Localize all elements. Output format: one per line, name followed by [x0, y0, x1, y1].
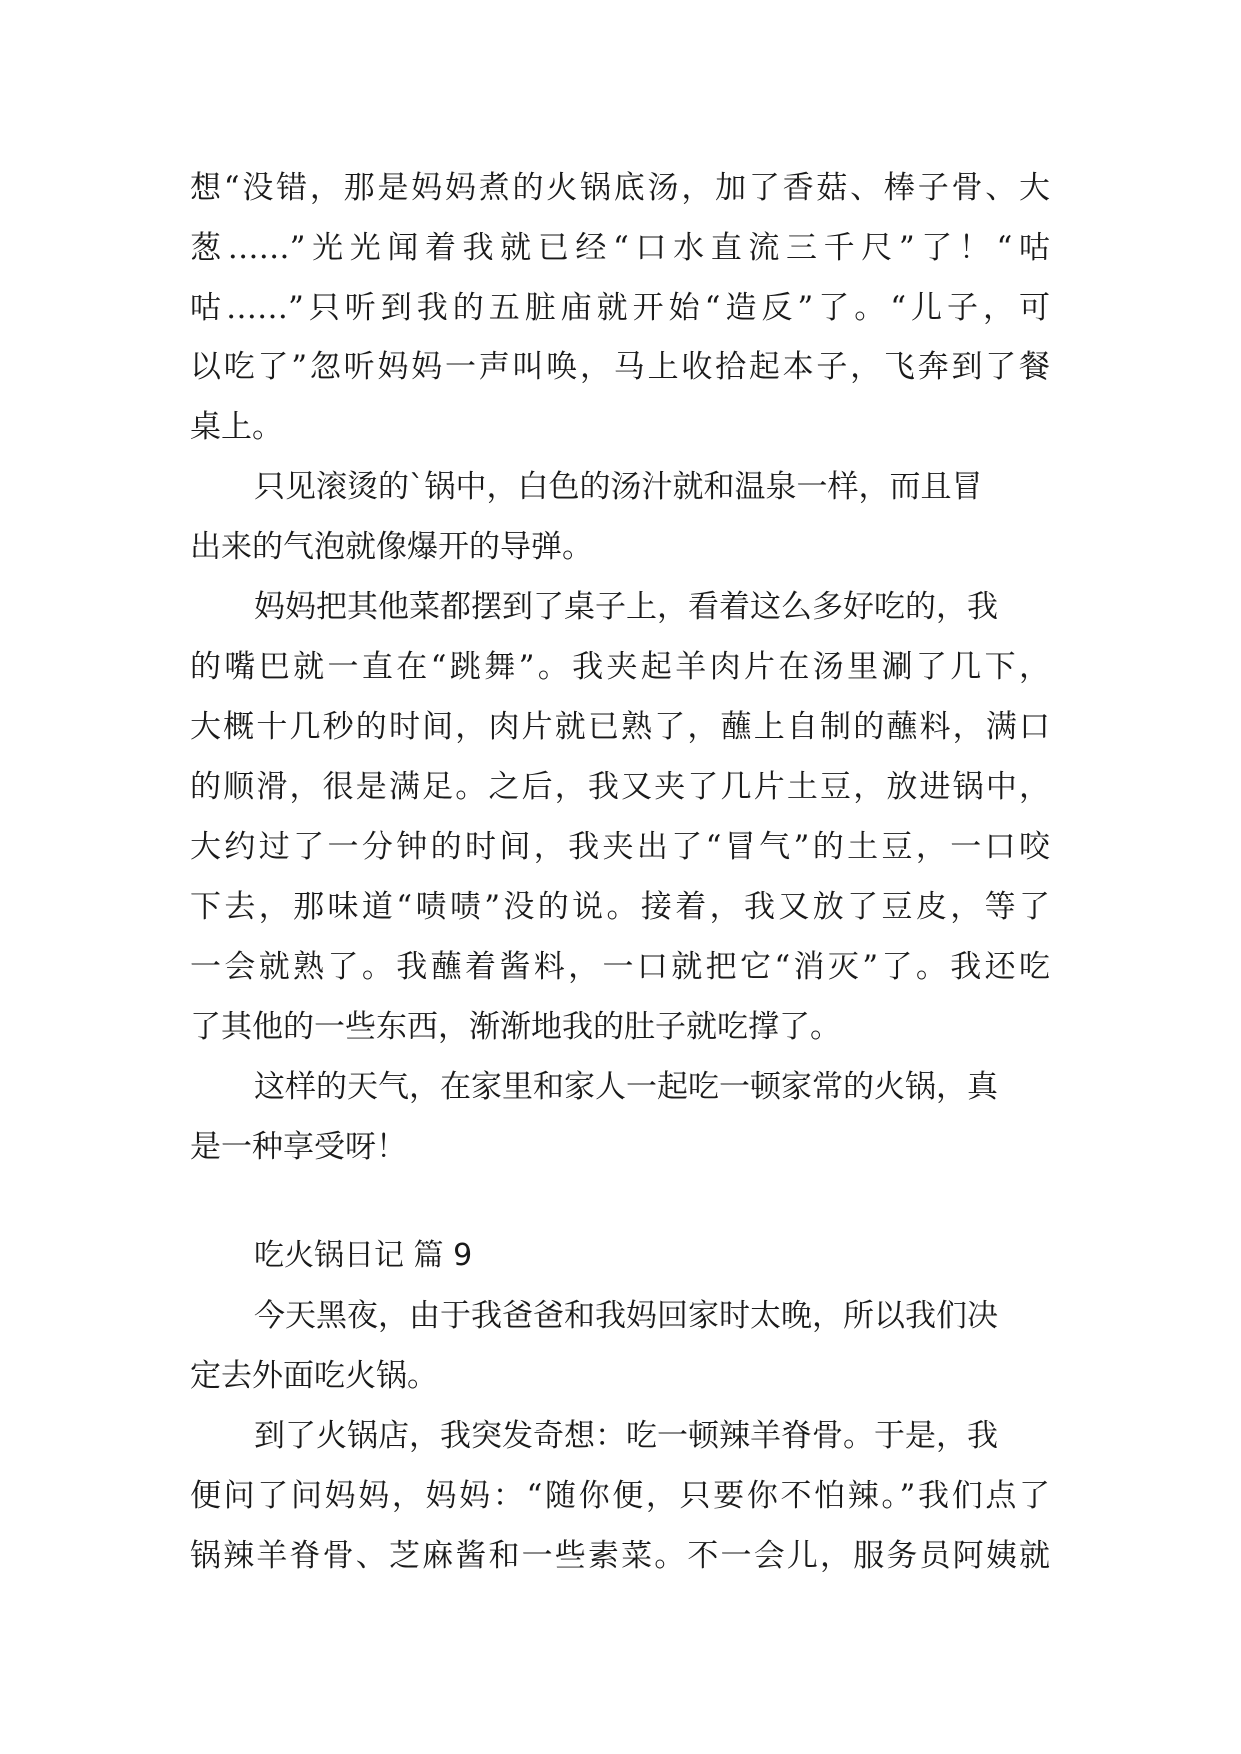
text-line: 以吃了”忽听妈妈一声叫唤，马上收拾起本子，飞奔到了餐	[190, 349, 1050, 385]
text-line: 是一种享受呀！	[190, 1129, 407, 1165]
text-line: 大约过了一分钟的时间，我夹出了“冒气”的土豆，一口咬	[190, 829, 1050, 865]
text-line: 到了火锅店，我突发奇想：吃一顿辣羊脊骨。于是，我	[254, 1418, 998, 1454]
text-line: 的嘴巴就一直在“跳舞”。我夹起羊肉片在汤里涮了几下，	[190, 649, 1050, 685]
text-line: 便问了问妈妈，妈妈：“随你便，只要你不怕辣。”我们点了	[190, 1478, 1050, 1514]
text-line: 想“没错，那是妈妈煮的火锅底汤，加了香菇、棒子骨、大	[190, 170, 1050, 206]
section-heading: 吃火锅日记 篇 9	[254, 1238, 473, 1273]
text-line: 桌上。	[190, 409, 283, 445]
text-line: 这样的天气，在家里和家人一起吃一顿家常的火锅，真	[254, 1069, 998, 1105]
text-line: 定去外面吃火锅。	[190, 1358, 438, 1394]
text-line: 今天黑夜，由于我爸爸和我妈回家时太晚，所以我们决	[254, 1298, 998, 1334]
text-line: 出来的气泡就像爆开的导弹。	[190, 529, 593, 565]
text-line: 咕……”只听到我的五脏庙就开始“造反”了。“儿子，可	[190, 290, 1050, 326]
text-line: 的顺滑，很是满足。之后，我又夹了几片土豆，放进锅中，	[190, 769, 1050, 805]
text-line: 葱……”光光闻着我就已经“口水直流三千尺”了！“咕	[190, 230, 1050, 266]
text-line: 妈妈把其他菜都摆到了桌子上，看着这么多好吃的，我	[254, 589, 998, 625]
text-line: 只见滚烫的`锅中，白色的汤汁就和温泉一样，而且冒	[254, 469, 983, 505]
text-line: 锅辣羊脊骨、芝麻酱和一些素菜。不一会儿，服务员阿姨就	[190, 1538, 1050, 1574]
text-line: 下去，那味道“啧啧”没的说。接着，我又放了豆皮，等了	[190, 889, 1050, 925]
text-line: 一会就熟了。我蘸着酱料，一口就把它“消灭”了。我还吃	[190, 949, 1050, 985]
text-line: 大概十几秒的时间，肉片就已熟了，蘸上自制的蘸料，满口	[190, 709, 1050, 745]
text-line: 了其他的一些东西，渐渐地我的肚子就吃撑了。	[190, 1009, 841, 1045]
